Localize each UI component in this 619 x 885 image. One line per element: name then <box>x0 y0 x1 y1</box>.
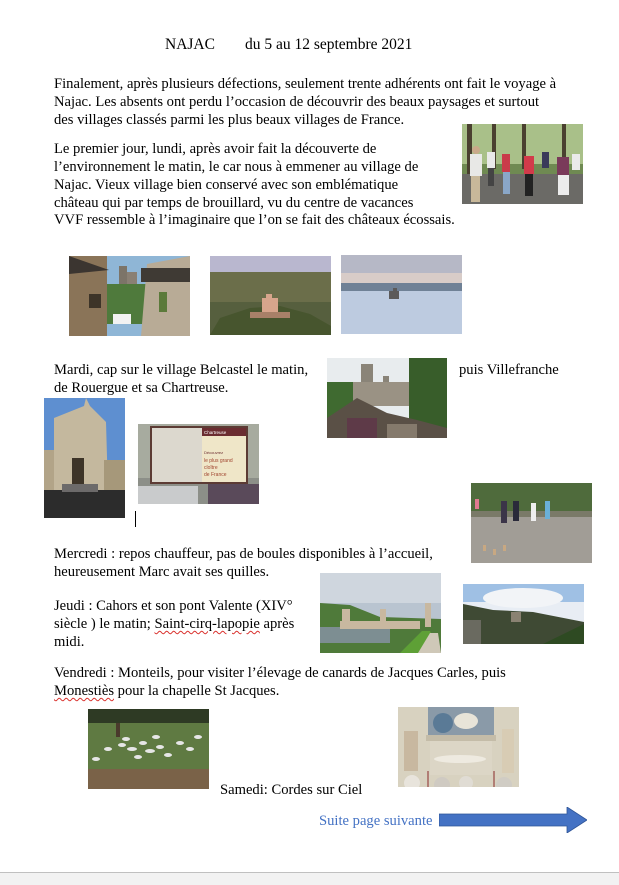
lundi-line-5: VVF ressemble à l’imaginaire que l’on se fait des châteaux écossais. <box>54 212 455 228</box>
title-place: NAJAC <box>165 36 215 53</box>
mardi-line-1a: Mardi, cap sur le village Belcastel le matin, <box>54 362 309 378</box>
jeudi-line-2 <box>54 615 294 634</box>
intro-line-1: Finalement, après plusieurs défections, seulement trente adhérents ont fait le voyage à <box>54 76 557 92</box>
mercredi-line-1: Mercredi : repos chauffeur, pas de boules disponibles à l’accueil, <box>54 546 433 562</box>
intro-line-3: des villages classés parmi les plus beaux villages de France. <box>54 112 405 128</box>
jeudi-line-3: midi. <box>54 634 85 650</box>
svg-text:le plus grand: le plus grand <box>204 458 233 464</box>
samedi-line: Samedi: Cordes sur Ciel <box>220 782 363 798</box>
mardi-line-1b: puis Villefranche <box>459 362 559 378</box>
svg-text:Découvrez: Découvrez <box>204 450 224 455</box>
next-page-link[interactable]: Suite page suivante <box>319 813 433 829</box>
photo-chapelle[interactable] <box>398 707 519 787</box>
title-dates: du 5 au 12 septembre 2021 <box>244 36 413 53</box>
mardi-line-2: de Rouergue et sa Chartreuse. <box>54 380 229 396</box>
page-title <box>165 36 412 54</box>
svg-text:Chartreuse: Chartreuse <box>204 430 227 435</box>
photo-najac-castle[interactable] <box>210 256 331 335</box>
status-bar <box>0 872 619 885</box>
svg-text:cloître: cloître <box>204 465 218 471</box>
photo-villefranche-church[interactable] <box>44 398 125 518</box>
arrow-right-icon <box>439 807 587 833</box>
photo-chartreuse-sign[interactable] <box>138 424 259 504</box>
photo-group-walk[interactable] <box>462 124 583 204</box>
misspelled-word[interactable]: Saint-cirq-lapopie <box>154 616 260 632</box>
lundi-line-1: Le premier jour, lundi, après avoir fait la découverte de <box>54 141 377 157</box>
photo-najac-fog[interactable] <box>341 255 462 334</box>
jeudi-text: siècle ) le matin; <box>54 616 155 632</box>
photo-saint-cirq[interactable] <box>463 584 584 644</box>
photo-ducks[interactable] <box>88 709 209 789</box>
text-cursor <box>135 511 136 527</box>
photo-belcastel[interactable] <box>327 358 447 438</box>
photo-pont-valentre[interactable] <box>320 573 441 653</box>
misspelled-word[interactable]: Monestiès <box>54 683 114 699</box>
jeudi-text: après <box>259 616 295 632</box>
photo-najac-street[interactable] <box>69 256 190 336</box>
vendredi-line-1: Vendredi : Monteils, pour visiter l’élevage de canards de Jacques Carles, puis <box>54 665 506 681</box>
vendredi-text: pour la chapelle St Jacques. <box>114 683 280 699</box>
lundi-line-4: château qui par temps de brouillard, vu du centre de vacances <box>54 195 414 211</box>
mercredi-line-2: heureusement Marc avait ses quilles. <box>54 564 270 580</box>
intro-line-2: Najac. Les absents ont perdu l’occasion de découvrir des beaux paysages et surtout <box>54 94 540 110</box>
lundi-line-2: l’environnement le matin, le car nous à emmener au village de <box>54 159 419 175</box>
svg-text:de France: de France <box>204 472 227 478</box>
photo-boules-quilles[interactable] <box>471 483 592 563</box>
vendredi-line-2 <box>54 682 279 701</box>
lundi-line-3: Najac. Vieux village bien conservé avec son emblématique <box>54 177 399 193</box>
jeudi-line-1: Jeudi : Cahors et son pont Valente (XIV° <box>54 598 293 614</box>
